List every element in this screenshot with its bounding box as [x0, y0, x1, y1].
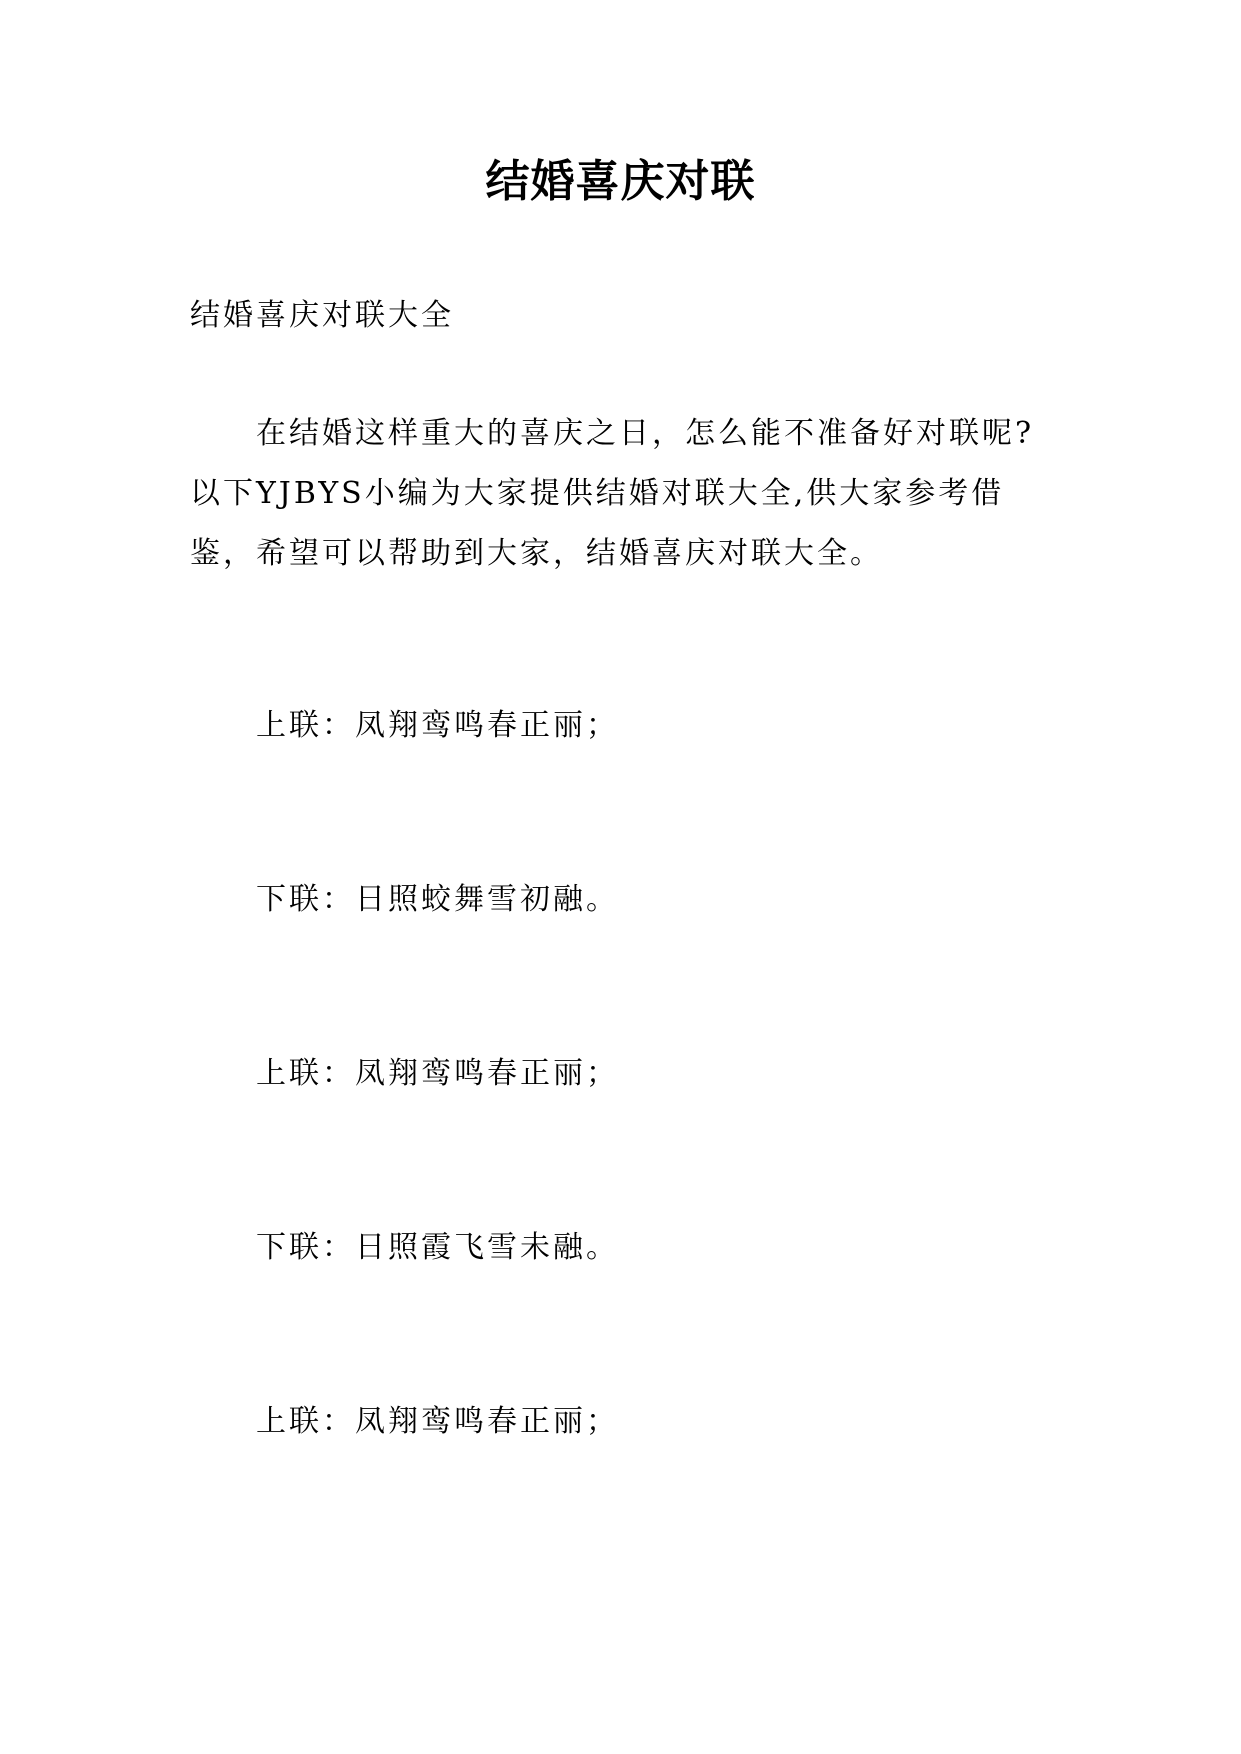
couplet-line: 上联：凤翔鸾鸣春正丽； — [256, 1056, 619, 1091]
couplet-line: 下联：日照蛟舞雪初融。 — [256, 882, 619, 917]
couplet-line: 上联：凤翔鸾鸣春正丽； — [256, 708, 619, 743]
document-title: 结婚喜庆对联 — [485, 156, 756, 207]
document-subtitle: 结婚喜庆对联大全 — [190, 298, 454, 333]
couplet-line: 下联：日照霞飞雪未融。 — [256, 1230, 619, 1265]
intro-paragraph: 在结婚这样重大的喜庆之日，怎么能不准备好对联呢?以下YJBYS小编为大家提供结婚对联大全,供大家参考借鉴，希望可以帮助到大家，结婚喜庆对联大全。 — [190, 416, 1035, 571]
couplet-line: 上联：凤翔鸾鸣春正丽； — [256, 1404, 619, 1439]
